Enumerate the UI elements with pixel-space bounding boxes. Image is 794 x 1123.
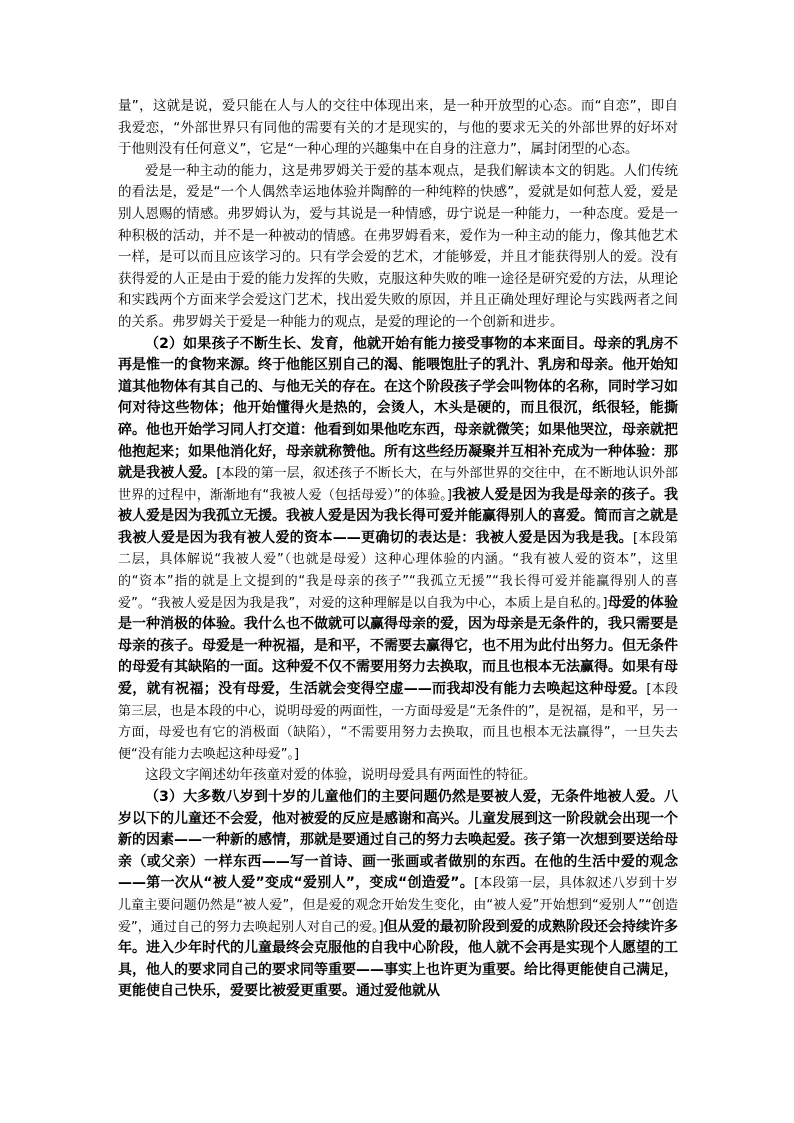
annotation: [本段第三层，也是本段的中心，说明母爱的两面性，一方面母爱是“无条件的”，是祝福，是和平，另一方面，母爱也有它的消极面（缺陷），“不需要用努力去换取，而且也根本无法赢得”，一旦失去便“没有能力去唤起这种母爱”。] (118, 682, 679, 762)
text-segment: 我被人爱是因为我是母亲的孩子。我被人爱是因为我孤立无援。我被人爱是因为我长得可爱并能赢得别人的喜爱。简而言之就是我被人爱是因为我有被人爱的资本——更确切的表达是：我被人爱是因为我是我。 (118, 486, 678, 546)
text-segment: 但从爱的最初阶段到爱的成熟阶段还会持续许多年。进入少年时代的儿童最终会克服他的自我中心阶段，他人就不会再是实现个人愿望的工具，他人的要求同自己的要求同等重要——事实上也许更为重要。给比得更能使自己满足，更能使自己快乐，爱要比被爱更重要。通过爱他就从 (118, 918, 678, 1000)
annotation: [本段的第一层，叙述孩子不断长大，在与外部世界的交往中，在不断地认识外部世界的过程中，渐渐地有“我被人爱（包括母爱）”的体验。] (118, 466, 679, 503)
text-segment: （3）大多数八岁到十岁的儿童他们的主要问题仍然是要被人爱，无条件地被人爱。八岁以下的儿童还不会爱，他对被爱的反应是感谢和高兴。儿童发展到这一阶段就会出现一个新的因素——一种新的感情，那就是要通过自己的努力去唤起爱。孩子第一次想到要送给母亲（或父亲）一样东西——写一首诗、画一张画或者做别的东西。在他的生活中爱的观念——第一次从“被人爱”变成“爱别人”，变成“创造爱”。 (118, 789, 678, 892)
annotation: [本段第二层，具体解说“我被人爱”（也就是母爱）这种心理体验的内涵。“我有被人爱的资本”，这里的“资本”指的就是上文提到的“我是母亲的孩子”“我孤立无援”“我长得可爱并能赢得别人的喜爱”。“我被人爱是因为我是我”，对爱的这种理解是以自我为中心，本质上是自私的。] (118, 530, 678, 611)
paragraph-2: 爱是一种主动的能力，这是弗罗姆关于爱的基本观点，是我们解读本文的钥匙。人们传统的看法是，爱是“一个人偶然幸运地体验并陶醉的一种纯粹的快感”，爱就是如何惹人爱，爱是别人恩赐的情感。弗罗姆认为，爱与其说是一种情感，毋宁说是一种能力，一种态度。爱是一种积极的活动，并不是一种被动的情感。在弗罗姆看来，爱作为一种主动的能力，像其他艺术一样，是可以而且应该学习的。只有学会爱的艺术，才能够爱，并且才能获得别人的爱。没有获得爱的人正是由于爱的能力发挥的失败，克服这种失败的唯一途径是研究爱的方法，从理论和实践两个方面来学会爱这门艺术，找出爱失败的原因，并且正确处理好理论与实践两者之间的关系。弗罗姆关于爱是一种能力的观点，是爱的理论的一个创新和进步。 (118, 162, 678, 330)
paragraph-4: 这段文字阐述幼年孩童对爱的体验，说明母爱具有两面性的特征。 (145, 767, 537, 784)
annotation: [本段第一层，具体叙述八岁到十岁儿童主要问题仍然是“被人爱”，但是爱的观念开始发生变化，由“被人爱”开始想到“爱别人”“创造爱”，通过自己的努力去唤起别人对自己的爱。] (118, 876, 678, 935)
paragraph-1: 量”，这就是说，爱只能在人与人的交往中体现出来，是一种开放型的心态。而“自恋”，即自我爱恋，“外部世界只有同他的需要有关的才是现实的，与他的要求无关的外部世界的好坏对于他则没有任何意义”，它是“一种心理的兴趣集中在自身的注意力”，属封闭型的心态。 (118, 98, 678, 158)
text-segment: 母爱的体验是一种消极的体验。我什么也不做就可以赢得母亲的爱，因为母亲是无条件的，我只需要是母亲的孩子。母爱是一种祝福，是和平，不需要去赢得它，也不用为此付出努力。但无条件的母爱有其缺陷的一面。这种爱不仅不需要用努力去换取，而且也根本无法赢得。如果有母爱，就有祝福；没有母爱，生活就会变得空虚——而我却没有能力去唤起这种母爱。 (118, 594, 679, 698)
text-segment: （2）如果孩子不断生长、发育，他就开始有能力接受事物的本来面目。母亲的乳房不再是惟一的食物来源。终于他能区别自己的渴、能喂饱肚子的乳汁、乳房和母亲。他开始知道其他物体有其自己的、与他无关的存在。在这个阶段孩子学会叫物体的名称，同时学习如何对待这些物体；他开始懂得火是热的，会烫人，木头是硬的，而且很沉，纸很轻，能撕碎。他也开始学习同人打交道：他看到如果他吃东西，母亲就微笑；如果他哭泣，母亲就把他抱起来；如果他消化好，母亲就称赞他。所有这些经历凝聚并互相补充成为一种体验：那就是我被人爱。 (118, 335, 678, 482)
paragraph-5 (118, 787, 678, 1003)
paragraph-3 (118, 334, 678, 766)
document-page (118, 96, 678, 1003)
